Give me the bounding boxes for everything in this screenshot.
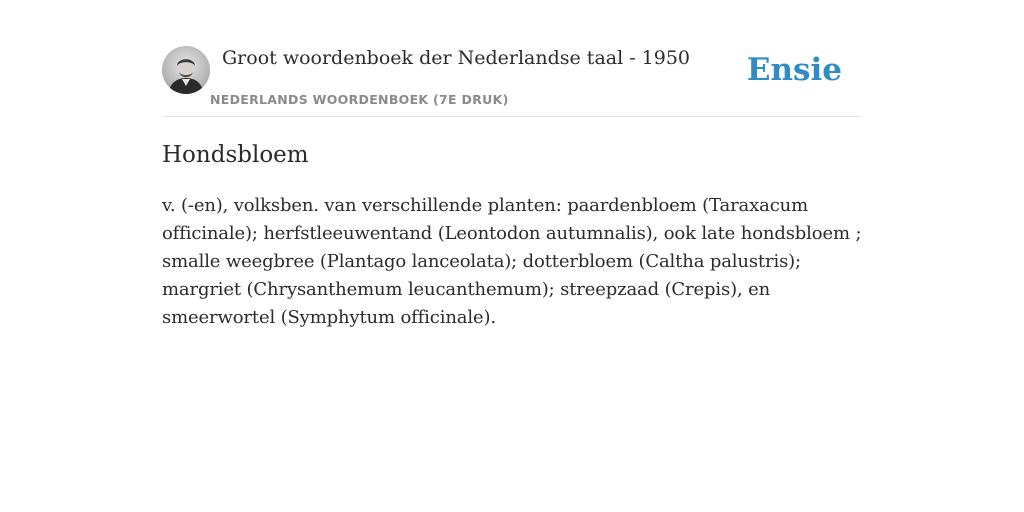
portrait-photo-icon [162,46,210,94]
entry-definition: v. (-en), volksben. van verschillende planten: paardenbloem (Taraxacum officinale); herfstleeuwentand (Leontodon autumnalis), ook late hondsbloem ; smalle weegbree (Plantago lanceolata); dotterbloem (Caltha palustris); margriet (Chrysanthemum leucanthemum); streepzaad (Crepis), en smeerwortel (Symphytum officinale). [162,195,862,328]
source-title[interactable]: Groot woordenboek der Nederlandse taal - 1950 [222,47,691,69]
entry-title: Hondsbloem [162,142,309,168]
ensie-logo-link[interactable]: Ensie [746,52,842,88]
author-avatar[interactable] [162,46,210,94]
source-subtitle-link[interactable]: NEDERLANDS WOORDENBOEK (7E DRUK) [210,92,509,107]
page-header [162,40,862,117]
